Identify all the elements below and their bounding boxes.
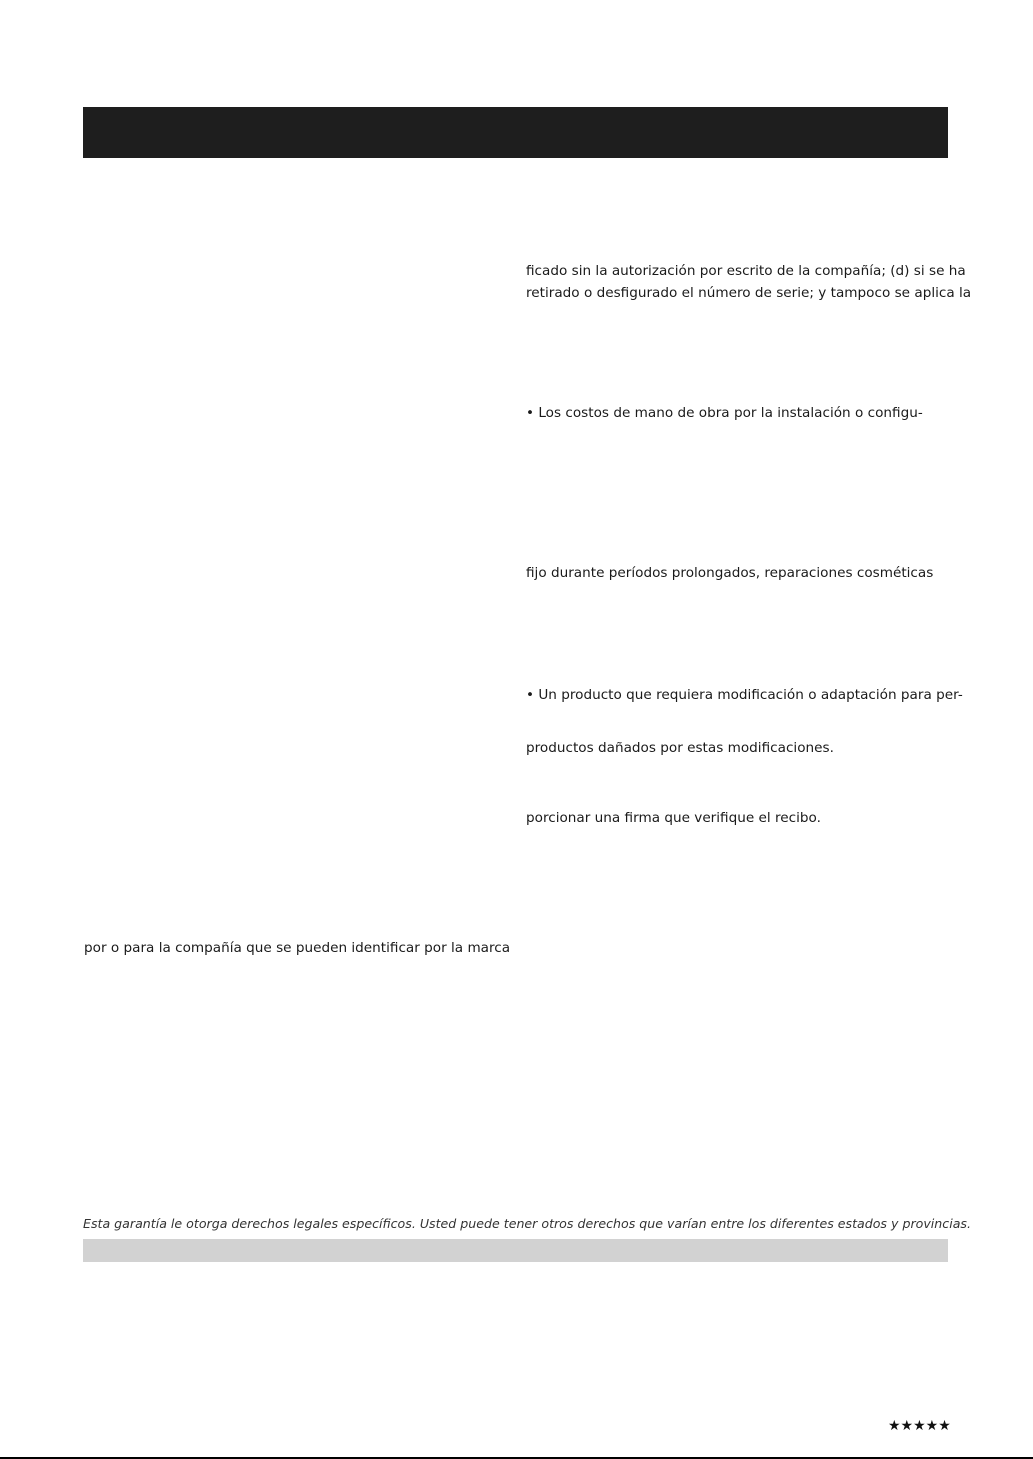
bullet-item: • Los costos de mano de obra por la instalación o configu- — [526, 405, 923, 421]
legal-note: Esta garantía le otorga derechos legales específicos. Usted puede tener otros derechos que varían entre los diferentes estados y provincias. — [83, 1216, 971, 1231]
header-bar — [83, 107, 948, 158]
text-line: por o para la compañía que se pueden identificar por la marca — [84, 940, 511, 956]
text-line: productos dañados por estas modificaciones. — [526, 740, 834, 756]
text-line: fijo durante períodos prolongados, reparaciones cosméticas — [526, 565, 934, 581]
footer-bar — [83, 1239, 948, 1262]
text-line: porcionar una firma que verifique el recibo. — [526, 810, 821, 826]
text-line: retirado o desfigurado el número de serie; y tampoco se aplica la — [526, 285, 972, 301]
rating-stars-icon: ★★★★★ — [888, 1418, 951, 1434]
text-line: ficado sin la autorización por escrito de la compañía; (d) si se ha — [526, 263, 966, 279]
bullet-item: • Un producto que requiera modificación o adaptación para per- — [526, 687, 963, 703]
